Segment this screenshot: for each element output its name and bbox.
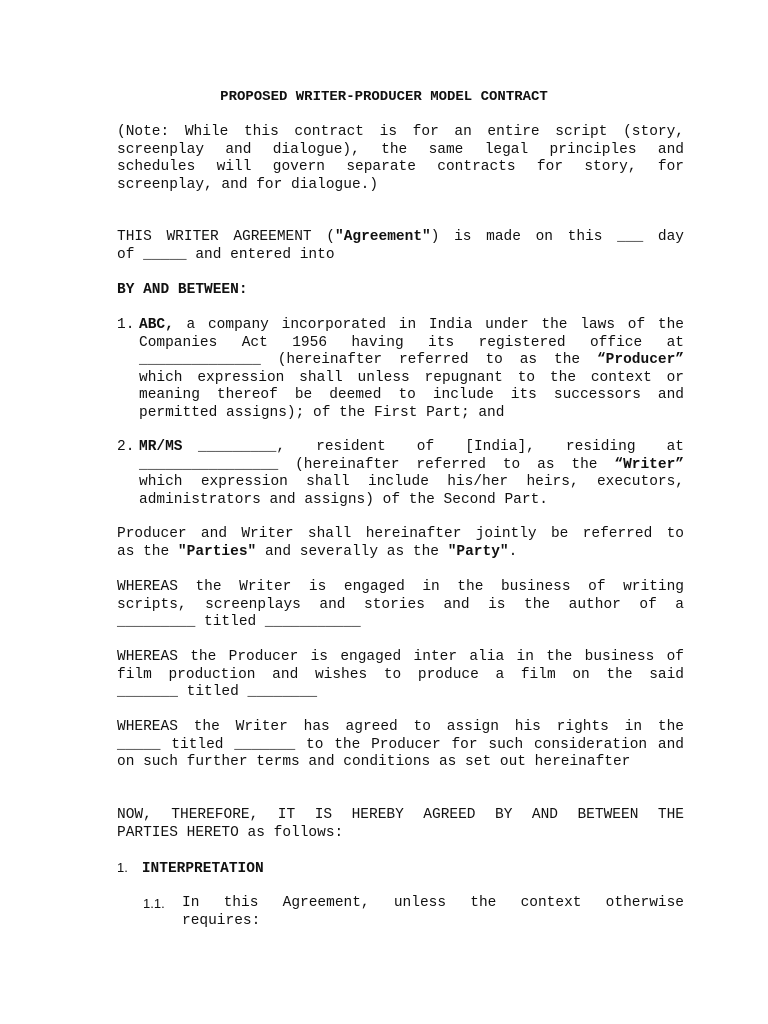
note-line: screenplay and dialogue), the same legal principles and	[117, 141, 684, 158]
whereas-line: WHEREAS the Writer is engaged in the business of writing	[117, 579, 684, 595]
now-therefore-line: NOW, THEREFORE, IT IS HEREBY AGREED BY AND BETWEEN THE	[117, 807, 684, 823]
agreement-term-quote: "	[335, 229, 344, 245]
whereas-line: _________ titled ___________	[117, 614, 361, 630]
agreement-intro-text: THIS WRITER AGREEMENT (	[117, 229, 335, 245]
parties-text: .	[508, 543, 518, 560]
agreement-intro-line: of _____ and entered into	[117, 246, 335, 263]
whereas-line: _______ titled ________	[117, 684, 318, 700]
clause-1-1-number: 1.1.	[143, 896, 165, 911]
party-1-clause	[117, 317, 684, 422]
agreement-intro-text: ) is made on this ___ day	[430, 229, 684, 245]
agreement-term-quote: "	[422, 229, 431, 245]
party-1-line: permitted assigns); of the First Part; and	[139, 404, 505, 421]
whereas-line: WHEREAS the Producer is engaged inter alia in the business of	[117, 649, 684, 665]
party-1-line: meaning thereof be deemed to include its successors and	[139, 387, 684, 403]
whereas-line: WHEREAS the Writer has agreed to assign his rights in the	[117, 719, 684, 735]
party-2-name: MR/MS	[139, 439, 183, 455]
parties-text: and severally as the	[256, 543, 448, 560]
whereas-line: scripts, screenplays and stories and is the author of a	[117, 596, 684, 613]
party-2-line	[139, 439, 684, 457]
party-1-line: Companies Act 1956 having its registered office at	[139, 334, 684, 351]
section-1-title: INTERPRETATION	[141, 861, 264, 877]
whereas-producer-paragraph	[117, 649, 684, 702]
writer-term: “Writer”	[614, 456, 684, 473]
note-line: schedules will govern separate contracts for story, for	[117, 159, 684, 175]
note-line: (Note: While this contract is for an entire script (story,	[117, 124, 684, 140]
producer-term: “Producer”	[596, 352, 684, 368]
whereas-assign-paragraph	[117, 719, 684, 772]
between-heading-text: BY AND BETWEEN:	[117, 282, 248, 298]
agreement-intro-paragraph	[117, 229, 684, 264]
agreement-term: Agreement	[343, 229, 423, 245]
party-2-clause	[117, 439, 684, 509]
party-1-line	[139, 352, 684, 370]
clause-1-1-line: requires:	[182, 912, 261, 929]
section-1-number: 1.	[117, 860, 128, 875]
parties-line	[117, 544, 684, 562]
party-1-body	[139, 317, 684, 422]
party-1-number: 1.	[117, 317, 135, 333]
clause-1-1	[143, 895, 684, 930]
section-1-heading	[117, 859, 264, 879]
party-2-number: 2.	[117, 439, 135, 455]
parties-paragraph	[117, 526, 684, 561]
parties-term: "Parties"	[177, 543, 257, 560]
clause-1-1-body	[182, 895, 684, 930]
whereas-line: _____ titled _______ to the Producer for such consideration and	[117, 736, 684, 753]
agreement-intro-line	[117, 229, 684, 247]
clause-1-1-line: In this Agreement, unless the context otherwise	[182, 895, 684, 911]
party-2-line: which expression shall include his/her heirs, executors,	[139, 474, 684, 490]
whereas-line: on such further terms and conditions as set out hereinafter	[117, 754, 631, 770]
party-2-text: _________, resident of [India], residing at	[182, 439, 684, 455]
party-2-line	[139, 457, 684, 475]
party-1-line: which expression shall unless repugnant to the context or	[139, 369, 684, 386]
whereas-line: film production and wishes to produce a film on the said	[117, 666, 684, 683]
parties-text: as the	[117, 543, 178, 560]
parties-line: Producer and Writer shall hereinafter jointly be referred to	[117, 526, 684, 542]
party-1-text: a company incorporated in India under the laws of the	[173, 317, 684, 333]
note-line: screenplay, and for dialogue.)	[117, 176, 379, 193]
party-1-line	[139, 317, 684, 335]
party-term: "Party"	[447, 543, 509, 560]
party-2-text: ________________ (hereinafter referred to as the	[139, 456, 615, 473]
party-2-body	[139, 439, 684, 509]
party-1-name: ABC,	[139, 317, 174, 333]
party-1-text: ______________ (hereinafter referred to as the	[139, 352, 597, 368]
now-therefore-paragraph	[117, 807, 684, 842]
whereas-writer-paragraph	[117, 579, 684, 632]
now-therefore-line: PARTIES HERETO as follows:	[117, 824, 344, 841]
between-heading	[117, 282, 684, 300]
note-paragraph	[117, 124, 684, 194]
party-2-line: administrators and assigns) of the Second Part.	[139, 491, 548, 508]
document-title: PROPOSED WRITER-PRODUCER MODEL CONTRACT	[220, 89, 548, 105]
